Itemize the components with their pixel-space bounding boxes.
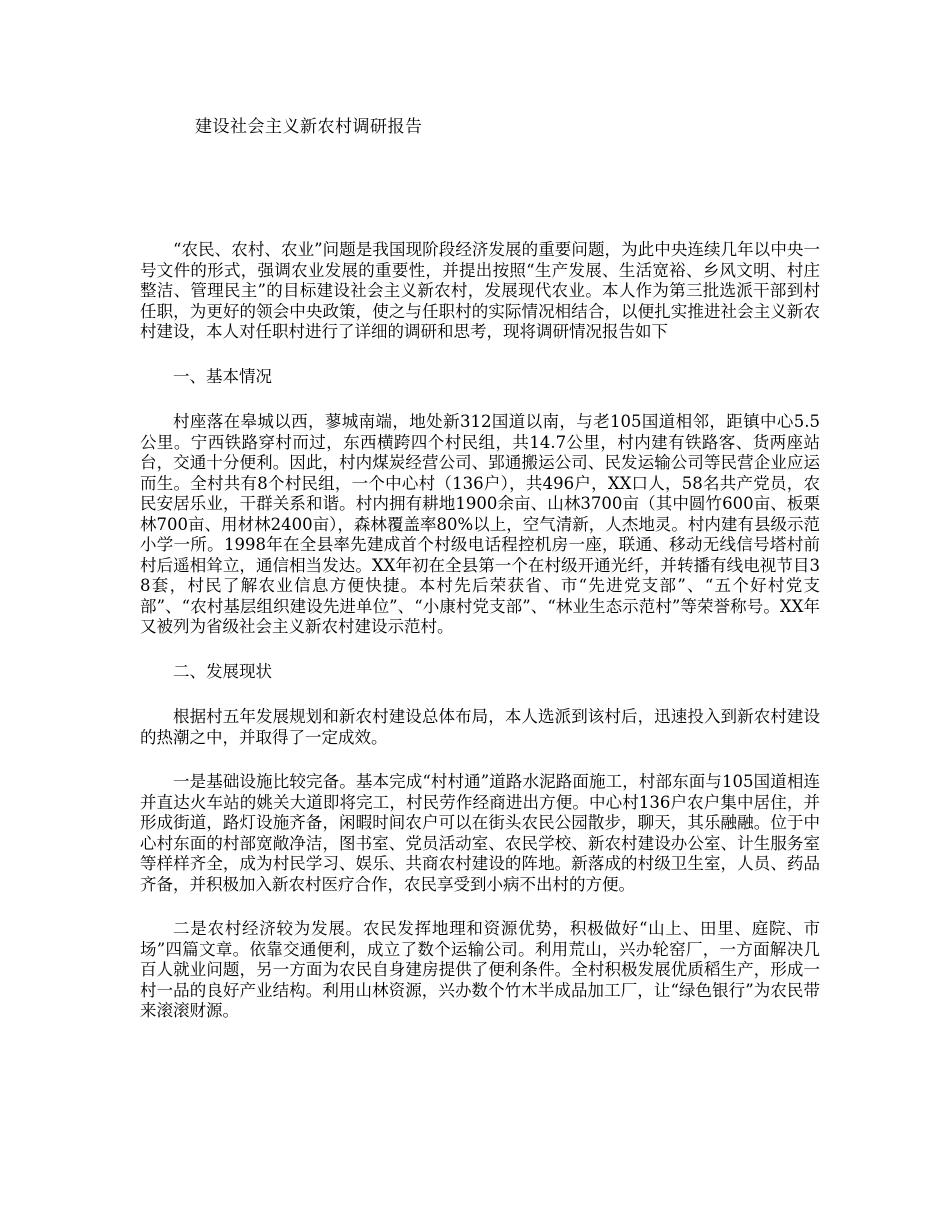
section-heading-basic-situation: 一、基本情况 — [173, 366, 272, 386]
economy-paragraph: 二是农村经济较为发展。农民发挥地理和资源优势，积极做好“山上、田里、庭院、市场”四篇文章。依靠交通便利，成立了数个运输公司。利用荒山，兴办轮窑厂，一方面解决几百人就业问题，另一方面为农民自身建房提供了便利条件。全村积极发展优质稻生产，形成一村一品的良好产业结构。利用山林资源，兴办数个竹木半成品加工厂，让“绿色银行”为农民带来滚滚财源。 — [140, 919, 820, 1020]
intro-paragraph: “农民、农村、农业”问题是我国现阶段经济发展的重要问题，为此中央连续几年以中央一号文件的形式，强调农业发展的重要性，并提出按照“生产发展、生活宽裕、乡风文明、村庄整洁、管理民主”的目标建设社会主义新农村，发展现代农业。本人作为第三批选派干部到村任职，为更好的领会中央政策，使之与任职村的实际情况相结合，以便扎实推进社会主义新农村建设，本人对任职村进行了详细的调研和思考，现将调研情况报告如下 — [140, 240, 820, 341]
basic-situation-paragraph: 村座落在皋城以西，蓼城南端，地处新312国道以南，与老105国道相邻，距镇中心5.5公里。宁西铁路穿村而过，东西横跨四个村民组，共14.7公里，村内建有铁路客、货两座站台，交通十分便利。因此，村内煤炭经营公司、郢通搬运公司、民发运输公司等民营企业应运而生。全村共有8个村民组，一个中心村（136户），共496户，XX口人，58名共产党员，农民安居乐业，干群关系和谐。村内拥有耕地1900余亩、山林3700亩（其中圆竹600亩、板栗林700亩、用材林2400亩），森林覆盖率80%以上，空气清新，人杰地灵。村内建有县级示范小学一所。1998年在全县率先建成首个村级电话程控机房一座，联通、移动无线信号塔村前村后遥相耸立，通信相当发达。XX年初在全县第一个在村级开通光纤，并转播有线电视节目38套，村民了解农业信息方便快捷。本村先后荣获省、市“先进党支部”、“五个好村党支部”、“农村基层组织建设先进单位”、“小康村党支部”、“林业生态示范村”等荣誉称号。XX年又被列为省级社会主义新农村建设示范村。 — [140, 412, 820, 636]
development-intro-paragraph: 根据村五年发展规划和新农村建设总体布局，本人选派到该村后，迅速投入到新农村建设的热潮之中，并取得了一定成效。 — [140, 707, 820, 747]
document-body — [140, 240, 820, 1046]
section-heading-development-status: 二、发展现状 — [173, 661, 272, 681]
document-title: 建设社会主义新农村调研报告 — [195, 117, 423, 137]
infrastructure-paragraph: 一是基础设施比较完备。基本完成“村村通”道路水泥路面施工，村部东面与105国道相连并直达火车站的姚关大道即将完工，村民劳作经商进出方便。中心村136户农户集中居住，并形成街道，路灯设施齐备，闲暇时间农户可以在街头农民公园散步，聊天，其乐融融。位于中心村东面的村部宽敞净洁，图书室、党员活动室、农民学校、新农村建设办公室、计生服务室等样样齐全，成为村民学习、娱乐、共商农村建设的阵地。新落成的村级卫生室，人员、药品齐备，并积极加入新农村医疗合作，农民享受到小病不出村的方便。 — [140, 772, 820, 894]
